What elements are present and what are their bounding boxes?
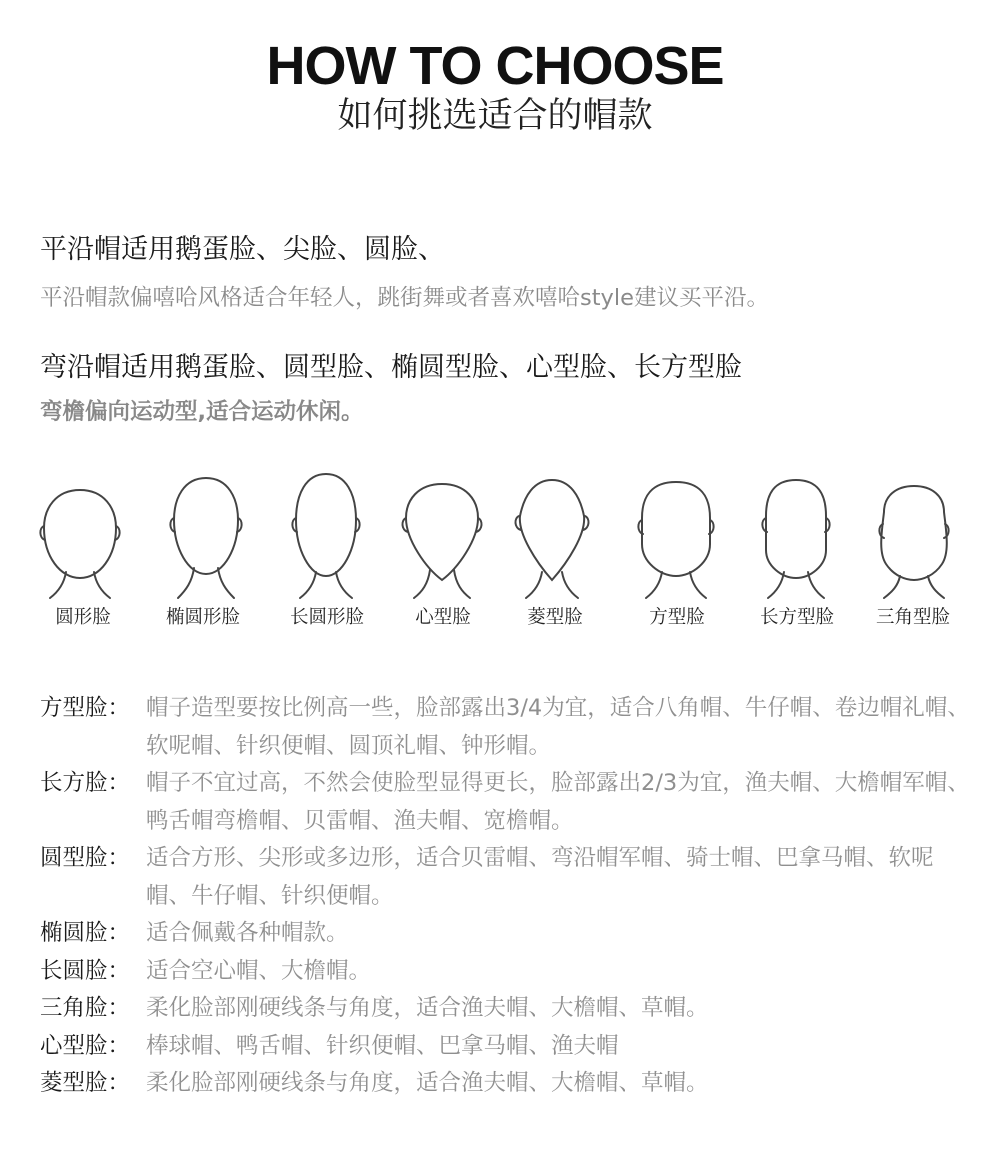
triangle-face-icon xyxy=(872,468,956,602)
tip-value: 适合空心帽、大檐帽。 xyxy=(146,957,372,984)
tip-row xyxy=(40,765,970,840)
tip-key: 长圆脸： xyxy=(40,957,131,984)
flat-brim-recommendation xyxy=(40,232,769,314)
page-subtitle: 如何挑选适合的帽款 xyxy=(337,96,653,136)
face-label: 方型脸 xyxy=(649,607,705,628)
tip-value: 柔化脸部刚硬线条与角度，适合渔夫帽、大檐帽、草帽。 xyxy=(146,995,709,1021)
tip-key: 椭圆脸： xyxy=(40,920,131,946)
recommendation-heading: 弯沿帽适用鹅蛋脸、圆型脸、椭圆型脸、心型脸、长方型脸 xyxy=(40,352,742,383)
oval-face-icon xyxy=(164,468,248,602)
tip-row xyxy=(40,1065,970,1103)
tip-value: 柔化脸部刚硬线条与角度，适合渔夫帽、大檐帽、草帽。 xyxy=(146,1070,709,1096)
tip-key: 圆型脸： xyxy=(40,845,131,871)
recommendation-heading: 平沿帽适用鹅蛋脸、尖脸、圆脸、 xyxy=(40,234,445,265)
rectangle-face-icon xyxy=(754,468,838,602)
tip-key: 三角脸： xyxy=(40,995,131,1021)
tip-key: 心型脸： xyxy=(40,1032,131,1059)
square-face-icon xyxy=(634,468,718,602)
face-label: 椭圆形脸 xyxy=(165,607,241,628)
tip-row xyxy=(40,1028,970,1066)
long-round-face-icon xyxy=(284,468,368,602)
face-shape-gallery xyxy=(0,468,990,608)
face-label: 长圆形脸 xyxy=(289,607,365,628)
tip-value: 帽子造型要按比例高一些，脸部露出3/4为宜，适合八角帽、牛仔帽、卷边帽礼帽、软呢帽、针织便帽、圆顶礼帽、钟形帽。 xyxy=(146,695,970,759)
tip-value: 适合方形、尖形或多边形，适合贝雷帽、弯沿帽军帽、骑士帽、巴拿马帽、软呢帽、牛仔帽、针织便帽。 xyxy=(146,845,934,909)
face-label: 长方型脸 xyxy=(759,607,835,628)
tip-row xyxy=(40,840,970,915)
face-label: 菱型脸 xyxy=(527,607,583,628)
round-face-icon xyxy=(38,468,122,602)
tip-key: 长方脸： xyxy=(40,770,131,796)
recommendation-description: 平沿帽款偏嘻哈风格适合年轻人，跳街舞或者喜欢嘻哈style建议买平沿。 xyxy=(40,285,769,311)
face-label: 三角型脸 xyxy=(875,607,951,628)
tip-key: 菱型脸： xyxy=(40,1070,131,1096)
tip-row xyxy=(40,915,970,953)
face-label: 圆形脸 xyxy=(55,607,111,628)
recommendation-description: 弯檐偏向运动型,适合运动休闲。 xyxy=(40,399,364,425)
tip-value: 适合佩戴各种帽款。 xyxy=(146,920,349,946)
face-shape-tips xyxy=(40,690,970,1103)
heart-face-icon xyxy=(400,468,484,602)
tip-value: 帽子不宜过高，不然会使脸型显得更长，脸部露出2/3为宜，渔夫帽、大檐帽军帽、鸭舌帽弯檐帽、贝雷帽、渔夫帽、宽檐帽。 xyxy=(146,770,970,834)
tip-row xyxy=(40,953,970,991)
face-label: 心型脸 xyxy=(415,607,471,628)
tip-key: 方型脸： xyxy=(40,695,131,721)
tip-row xyxy=(40,990,970,1028)
diamond-face-icon xyxy=(510,468,594,602)
tip-value: 棒球帽、鸭舌帽、针织便帽、巴拿马帽、渔夫帽 xyxy=(146,1032,619,1059)
tip-row xyxy=(40,690,970,765)
page-title: HOW TO CHOOSE xyxy=(266,36,724,96)
curved-brim-recommendation xyxy=(40,350,742,428)
